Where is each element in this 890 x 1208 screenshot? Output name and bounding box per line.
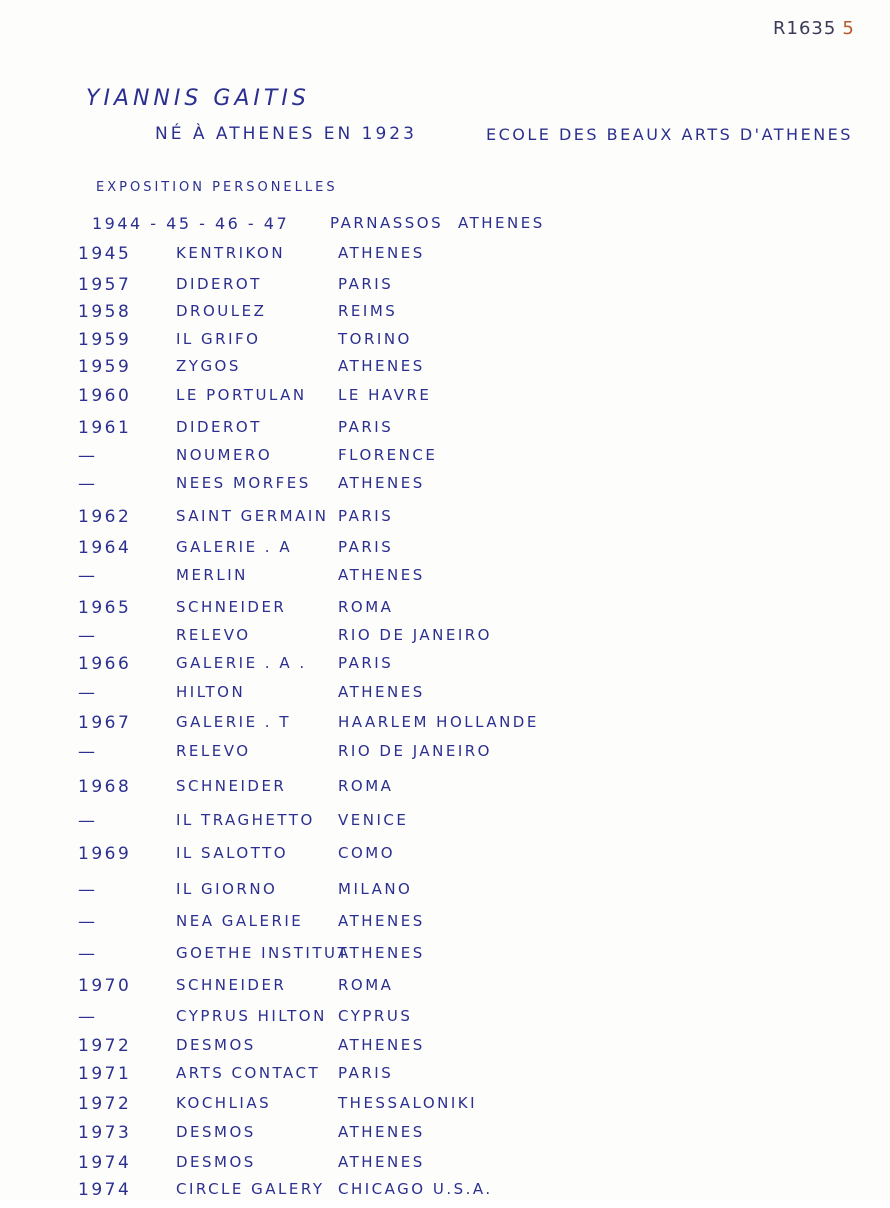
exhibition-row [0, 446, 890, 474]
exhibition-city: VENICE [338, 811, 409, 829]
exhibition-year: 1959 [78, 330, 132, 350]
exhibition-row [0, 357, 890, 385]
exhibition-year: 1972 [78, 1036, 132, 1056]
exhibition-row [0, 777, 890, 805]
exhibition-year: 1962 [78, 507, 132, 527]
exhibition-city: MILANO [338, 880, 413, 898]
exhibition-city: ATHENES [338, 1036, 425, 1054]
exhibition-row [0, 1094, 890, 1122]
exhibition-city: ATHENES [458, 214, 545, 232]
exhibition-city: ROMA [338, 598, 394, 616]
exhibition-year: — [78, 880, 98, 900]
exhibition-year: — [78, 446, 98, 466]
exhibition-city: ATHENES [338, 1153, 425, 1171]
exhibition-year: 1967 [78, 713, 132, 733]
exhibition-city: PARIS [338, 418, 394, 436]
exhibition-gallery: ARTS CONTACT [176, 1064, 321, 1082]
exhibition-row [0, 654, 890, 682]
page-number: 5 [842, 18, 855, 39]
exhibition-gallery: HILTON [176, 683, 246, 701]
exhibition-row [0, 566, 890, 594]
exhibition-year: 1970 [78, 976, 132, 996]
exhibition-gallery: GALERIE . A [176, 538, 293, 556]
exhibition-city: ATHENES [338, 566, 425, 584]
exhibition-year: 1945 [78, 244, 132, 264]
exhibition-year: — [78, 626, 98, 646]
exhibition-row [0, 507, 890, 535]
exhibition-city: ATHENES [338, 912, 425, 930]
exhibition-city: ATHENES [338, 944, 425, 962]
exhibition-year: 1973 [78, 1123, 132, 1143]
exhibition-year: 1960 [78, 386, 132, 406]
exhibition-year: — [78, 683, 98, 703]
exhibition-gallery: SAINT GERMAIN [176, 507, 329, 525]
exhibition-year: 1974 [78, 1153, 132, 1173]
exhibition-gallery: MERLIN [176, 566, 248, 584]
exhibition-gallery: GALERIE . A . [176, 654, 307, 672]
exhibition-row [0, 713, 890, 741]
exhibition-gallery: LE PORTULAN [176, 386, 307, 404]
exhibition-city: TORINO [338, 330, 412, 348]
exhibition-city: LE HAVRE [338, 386, 432, 404]
exhibition-gallery: ZYGOS [176, 357, 241, 375]
exhibition-year: 1965 [78, 598, 132, 618]
exhibition-gallery: DESMOS [176, 1153, 256, 1171]
exhibition-city: RIO DE JANEIRO [338, 742, 492, 760]
exhibition-city: THESSALONIKI [338, 1094, 478, 1112]
exhibition-row [0, 330, 890, 358]
exhibition-gallery: KENTRIKON [176, 244, 286, 262]
exhibition-city: ATHENES [338, 244, 425, 262]
artist-name: YIANNIS GAITIS [86, 86, 310, 111]
exhibition-gallery: NEA GALERIE [176, 912, 304, 930]
exhibition-gallery: DESMOS [176, 1123, 256, 1141]
exhibition-gallery: CIRCLE GALERY [176, 1180, 325, 1198]
exhibition-year: — [78, 1007, 98, 1027]
exhibition-city: PARIS [338, 654, 394, 672]
exhibition-row [0, 244, 890, 272]
exhibition-city: PARIS [338, 1064, 394, 1082]
exhibition-row [0, 1064, 890, 1092]
exhibition-row [0, 912, 890, 940]
exhibition-city: ATHENES [338, 1123, 425, 1141]
exhibition-row [0, 302, 890, 330]
reference-number [773, 18, 855, 39]
exhibition-year: 1964 [78, 538, 132, 558]
exhibition-year: 1959 [78, 357, 132, 377]
exhibition-year: 1966 [78, 654, 132, 674]
exhibition-year: 1971 [78, 1064, 132, 1084]
exhibition-city: CHICAGO U.S.A. [338, 1180, 493, 1198]
exhibition-gallery: RELEVO [176, 742, 251, 760]
exhibition-year: 1968 [78, 777, 132, 797]
exhibition-row [0, 880, 890, 908]
exhibition-city: COMO [338, 844, 396, 862]
exhibition-gallery: GALERIE . T [176, 713, 292, 731]
exhibition-row [0, 1123, 890, 1151]
exhibition-gallery: IL GRIFO [176, 330, 261, 348]
exhibition-gallery: IL GIORNO [176, 880, 278, 898]
exhibition-gallery: PARNASSOS [330, 214, 444, 232]
exhibition-year: — [78, 742, 98, 762]
exhibition-city: HAARLEM HOLLANDE [338, 713, 539, 731]
exhibition-row [0, 598, 890, 626]
exhibition-gallery: SCHNEIDER [176, 598, 287, 616]
exhibition-row [0, 214, 890, 242]
exhibition-city: RIO DE JANEIRO [338, 626, 492, 644]
exhibition-year: — [78, 811, 98, 831]
exhibition-gallery: DESMOS [176, 1036, 256, 1054]
exhibition-row [0, 418, 890, 446]
exhibition-row [0, 944, 890, 972]
exhibition-year: 1969 [78, 844, 132, 864]
exhibition-gallery: RELEVO [176, 626, 251, 644]
exhibition-row [0, 1153, 890, 1181]
reference-code: R1635 [773, 18, 837, 39]
exhibition-row [0, 1180, 890, 1208]
exhibition-city: ATHENES [338, 357, 425, 375]
exhibition-row [0, 844, 890, 872]
exhibition-gallery: NOUMERO [176, 446, 273, 464]
exhibition-year: 1961 [78, 418, 132, 438]
exhibition-row [0, 386, 890, 414]
exhibition-year: 1958 [78, 302, 132, 322]
exhibition-gallery: SCHNEIDER [176, 976, 287, 994]
exhibition-city: FLORENCE [338, 446, 438, 464]
exhibition-gallery: IL TRAGHETTO [176, 811, 315, 829]
exhibition-gallery: KOCHLIAS [176, 1094, 272, 1112]
exhibition-gallery: CYPRUS HILTON [176, 1007, 327, 1025]
exhibition-year: 1972 [78, 1094, 132, 1114]
exhibition-city: ROMA [338, 976, 394, 994]
exhibition-row [0, 538, 890, 566]
exhibition-gallery: SCHNEIDER [176, 777, 287, 795]
exhibition-row [0, 811, 890, 839]
exhibition-year: 1957 [78, 275, 132, 295]
exhibition-year: — [78, 566, 98, 586]
exhibition-row [0, 976, 890, 1004]
exhibition-city: PARIS [338, 275, 394, 293]
birth-line: NÉ À ATHENES EN 1923 [155, 124, 417, 144]
exhibition-gallery: DIDEROT [176, 275, 262, 293]
exhibition-city: PARIS [338, 538, 394, 556]
school-line: ECOLE DES BEAUX ARTS D'ATHENES [486, 125, 853, 144]
exhibition-gallery: GOETHE INSTITUT [176, 944, 350, 962]
exhibition-city: ROMA [338, 777, 394, 795]
exhibition-row [0, 1007, 890, 1035]
exhibition-row [0, 626, 890, 654]
section-heading: EXPOSITION PERSONELLES [96, 180, 338, 195]
exhibition-city: REIMS [338, 302, 398, 320]
exhibition-row [0, 1036, 890, 1064]
exhibition-year: 1944 - 45 - 46 - 47 [92, 214, 290, 233]
exhibition-year: — [78, 944, 98, 964]
exhibition-gallery: NEES MORFES [176, 474, 311, 492]
exhibition-city: CYPRUS [338, 1007, 413, 1025]
exhibition-row [0, 742, 890, 770]
exhibition-year: 1974 [78, 1180, 132, 1200]
exhibition-city: ATHENES [338, 683, 425, 701]
exhibition-gallery: IL SALOTTO [176, 844, 289, 862]
exhibition-gallery: DIDEROT [176, 418, 262, 436]
exhibition-city: ATHENES [338, 474, 425, 492]
exhibition-row [0, 474, 890, 502]
exhibition-city: PARIS [338, 507, 394, 525]
exhibition-row [0, 275, 890, 303]
exhibition-row [0, 683, 890, 711]
exhibition-year: — [78, 912, 98, 932]
exhibition-gallery: DROULEZ [176, 302, 267, 320]
exhibition-year: — [78, 474, 98, 494]
